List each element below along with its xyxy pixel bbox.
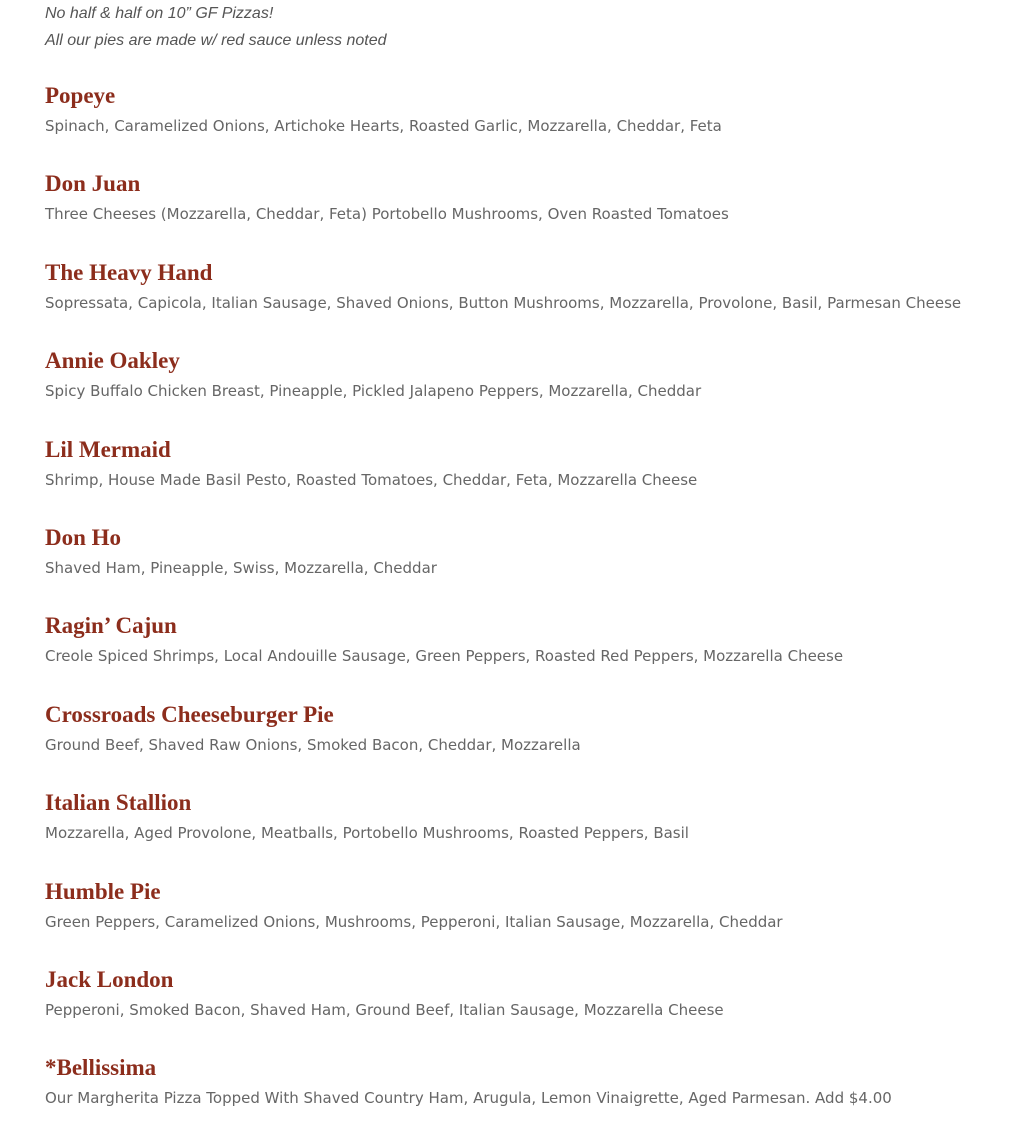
menu-item-name: Don Juan [45,171,141,197]
menu-item-name: Ragin’ Cajun [45,613,177,639]
menu-item-name: Jack London [45,966,174,992]
menu-item-description: Sopressata, Capicola, Italian Sausage, Shaved Onions, Button Mushrooms, Mozzarella, Provolone, Basil, Parmesan Cheese [45,293,962,312]
menu-item-name: Italian Stallion [45,790,192,816]
menu-item [45,257,995,345]
menu-item-name: The Heavy Hand [45,259,213,285]
menu-item-description: Our Margherita Pizza Topped With Shaved Country Ham, Arugula, Lemon Vinaigrette, Aged Parmesan. Add $4.00 [45,1089,892,1108]
menu-item-description: Spinach, Caramelized Onions, Artichoke Hearts, Roasted Garlic, Mozzarella, Cheddar, Feta [45,117,722,135]
menu-item-name: Don Ho [45,524,122,550]
pizza-menu [45,0,995,1141]
menu-item [45,522,995,610]
menu-item-name: Annie Oakley [45,348,180,374]
menu-item [45,964,995,1052]
menu-item [45,80,995,168]
menu-item-name: Humble Pie [45,878,161,904]
gf-notice: No half & half on 10” GF Pizzas! [45,5,274,22]
menu-item [45,699,995,787]
menu-items [45,80,995,1141]
menu-item [45,610,995,698]
menu-item-name: Crossroads Cheeseburger Pie [45,701,334,727]
menu-item-name: *Bellissima [45,1055,157,1081]
menu-item-description: Mozzarella, Aged Provolone, Meatballs, Portobello Mushrooms, Roasted Peppers, Basil [45,824,689,843]
menu-item [45,876,995,964]
menu-item [45,1052,995,1140]
menu-item-description: Pepperoni, Smoked Bacon, Shaved Ham, Ground Beef, Italian Sausage, Mozzarella Cheese [45,1000,724,1019]
menu-item-name: Popeye [45,83,116,108]
menu-item-description: Shrimp, House Made Basil Pesto, Roasted Tomatoes, Cheddar, Feta, Mozzarella Cheese [45,470,698,489]
menu-item [45,434,995,522]
menu-item-description: Ground Beef, Shaved Raw Onions, Smoked Bacon, Cheddar, Mozzarella [45,735,581,754]
menu-item [45,345,995,433]
menu-item [45,168,995,256]
menu-item-description: Spicy Buffalo Chicken Breast, Pineapple, Pickled Jalapeno Peppers, Mozzarella, Cheddar [45,382,702,401]
menu-item-description: Shaved Ham, Pineapple, Swiss, Mozzarella, Cheddar [45,558,437,577]
sauce-notice: All our pies are made w/ red sauce unless noted [45,32,387,49]
menu-item-name: Lil Mermaid [45,436,171,462]
menu-item-description: Creole Spiced Shrimps, Local Andouille Sausage, Green Peppers, Roasted Red Peppers, Mozzarella Cheese [45,647,844,666]
menu-item [45,787,995,875]
menu-item-description: Three Cheeses (Mozzarella, Cheddar, Feta) Portobello Mushrooms, Oven Roasted Tomatoes [45,205,729,224]
menu-item-description: Green Peppers, Caramelized Onions, Mushrooms, Pepperoni, Italian Sausage, Mozzarella, Cheddar [45,912,783,931]
